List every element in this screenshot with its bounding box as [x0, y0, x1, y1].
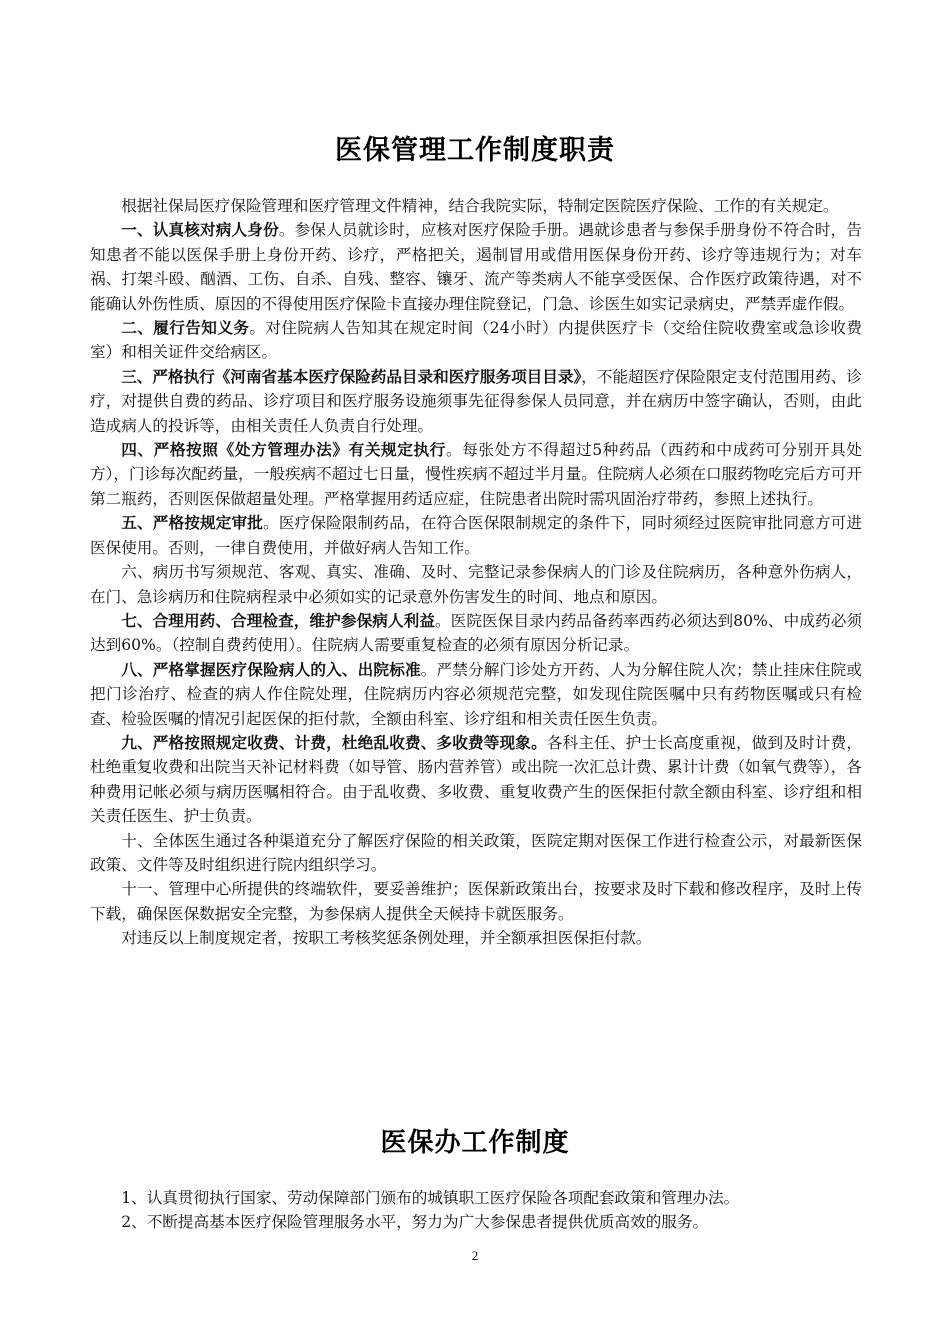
rule-item-11 — [90, 877, 862, 926]
rule-item-6 — [90, 560, 862, 609]
rule-text: ，不能超医疗保险限定支付范围用药、诊疗，对提供自费的药品、诊疗项目和医疗服务设施须事先征得参保人员同意，并在病历中签字确认，否则，由此造成病人的投诉等，由相关责任人负责自行处理。 — [90, 367, 862, 435]
closing-paragraph — [90, 926, 862, 950]
rule-item-10 — [90, 829, 862, 878]
rule-heading: 一、认真核对病人身份 — [121, 220, 279, 240]
intro-paragraph: 根据社保局医疗保险管理和医疗管理文件精神，结合我院实际，特制定医院医疗保险、工作的有关规定。 — [121, 197, 839, 215]
page-title: 医保管理工作制度职责 — [335, 135, 615, 166]
office-rule-1: 1、认真贯彻执行国家、劳动保障部门颁布的城镇职工医疗保险各项配套政策和管理办法。 — [121, 1189, 740, 1207]
rule-item-1 — [90, 218, 862, 316]
rules-section — [90, 194, 862, 951]
rule-item-8 — [90, 658, 862, 731]
office-rules-section — [90, 1186, 862, 1235]
rule-heading: 八、严格掌握医疗保险病人的入、出院标准 — [121, 659, 421, 679]
rule-item-3 — [90, 365, 862, 438]
rule-text: 各科主任、护士长高度重视，做到及时计费，杜绝重复收费和出院当天补记材料费（如导管、肠内营养管）或出院一次汇总计费、累计计费（如氧气费等），各种费用记帐必须与病历医嘱相符合。由于乱收费、多收费、重复收费产生的医保拒付款全额由科室、诊疗组和相关责任医生、护士负责。 — [90, 733, 862, 826]
rule-text: 六、病历书写须规范、客观、真实、准确、及时、完整记录参保病人的门诊及住院病历，各种意外伤病人，在门、急诊病历和住院病程录中必须如实的记录意外伤害发生的时间、地点和原因。 — [90, 563, 862, 606]
section-title: 医保办工作制度 — [380, 1128, 570, 1158]
rule-heading: 九、严格按照规定收费、计费，杜绝乱收费、多收费等现象。 — [121, 732, 547, 752]
rule-item-2 — [90, 316, 862, 365]
rule-text: 。参保人员就诊时，应核对医疗保险手册。遇就诊患者与参保手册身份不符合时，告知患者不能以医保手册上身份开药、诊疗，严格把关，遏制冒用或借用医保身份开药、诊疗等违规行为；对车祸、打架斗殴、酗酒、工伤、自杀、自残、整容、镶牙、流产等类病人不能享受医保、合作医疗政策待遇，对不能确认外伤性质、原因的不得使用医疗保险卡直接办理住院登记，门急、诊医生如实记录病史，严禁弄虚作假。 — [90, 221, 862, 313]
rule-text: 对违反以上制度规定者，按职工考核奖惩条例处理，并全额承担医保拒付款。 — [121, 929, 652, 948]
rule-text: 。对住院病人告知其在规定时间（24小时）内提供医疗卡（交给住院收费室或急诊收费室）和相关证件交给病区。 — [90, 319, 862, 362]
rule-text: 十一、管理中心所提供的终端软件，要妥善维护；医保新政策出台，按要求及时下载和修改程序，及时上传下载，确保医保数据安全完整，为参保病人提供全天候持卡就医服务。 — [90, 880, 862, 923]
rule-text: 。医疗保险限制药品，在符合医保限制规定的条件下，同时须经过医院审批同意方可进医保使用。否则，一律自费使用，并做好病人告知工作。 — [90, 514, 862, 557]
rule-text: 。医院医保目录内药品备药率西药必须达到80%、中成药必须达到60%。（控制自费药使用）。住院病人需要重复检查的必须有原因分析记录。 — [90, 611, 862, 655]
rule-heading: 三、严格执行《河南省基本医疗保险药品目录和医疗服务项目目录》 — [121, 366, 582, 386]
rule-heading: 四、严格按照《处方管理办法》有关规定执行 — [121, 440, 447, 460]
rule-text: 。每张处方不得超过5种药品（西药和中成药可分别开具处方），门诊每次配药量，一般疾病不超过七日量，慢性疾病不超过半月量。住院病人必须在口服药物吃完后方可开第二瓶药，否则医保做超量处理。严格掌握用药适应症，住院患者出院时需巩固治疗带药，参照上述执行。 — [90, 441, 862, 508]
rule-item-7 — [90, 609, 862, 658]
rule-item-5 — [90, 511, 862, 560]
rule-heading: 二、履行告知义务 — [121, 318, 250, 338]
rule-item-9 — [90, 731, 862, 829]
rule-text: 。严禁分解门诊处方开药、人为分解住院人次；禁止挂床住院或把门诊治疗、检查的病人作住院处理，住院病历内容必须规范完整，如发现住院医嘱中只有药物医嘱或只有检查、检验医嘱的情况引起医保的拒付款，全额由科室、诊疗组和相关责任医生负责。 — [90, 660, 862, 728]
rule-heading: 七、合理用药、合理检查，维护参保病人利益 — [121, 610, 436, 630]
rule-heading: 五、严格按规定审批 — [121, 513, 264, 533]
office-rule-2: 2、不断提高基本医疗保险管理服务水平，努力为广大参保患者提供优质高效的服务。 — [121, 1213, 709, 1232]
rule-text: 十、全体医生通过各种渠道充分了解医疗保险的相关政策，医院定期对医保工作进行检查公示，对最新医保政策、文件等及时组织进行院内组织学习。 — [90, 831, 862, 874]
rule-item-4 — [90, 438, 862, 511]
page-number: 2 — [471, 1248, 479, 1263]
